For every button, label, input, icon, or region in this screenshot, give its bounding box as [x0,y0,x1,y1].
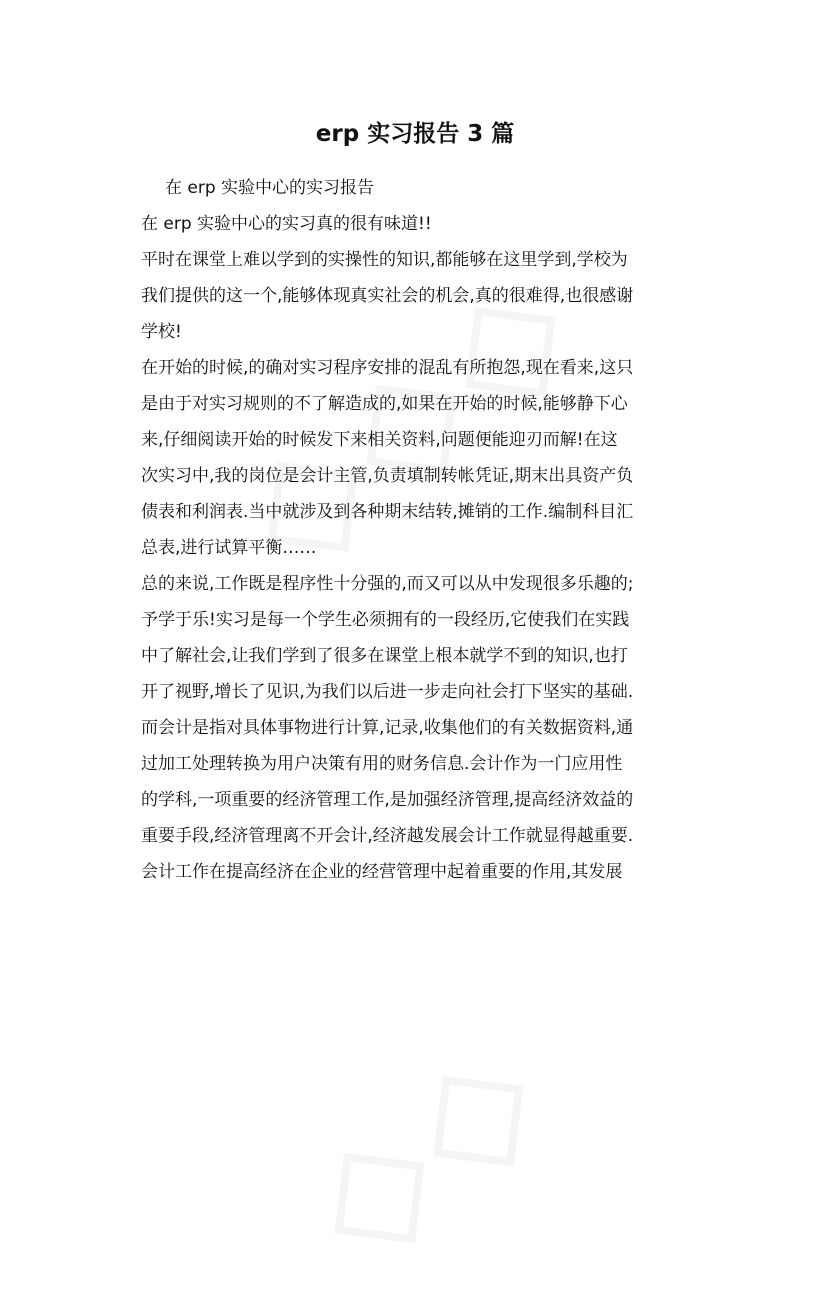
text-line: 学校! [141,322,182,342]
text-line: 的学科,一项重要的经济管理工作,是加强经济管理,提高经济效益的 [141,790,634,810]
text-line: 债表和利润表.当中就涉及到各种期末结转,摊销的工作.编制科目汇 [141,502,634,522]
text-line: 而会计是指对具体事物进行计算,记录,收集他们的有关数据资料,通 [141,718,634,738]
text-line: 在 erp 实验中心的实习真的很有味道!! [141,214,432,234]
text-line: 在开始的时候,的确对实习程序安排的混乱有所抱怨,现在看来,这只 [141,358,634,378]
text-line: 来,仔细阅读开始的时候发下来相关资料,问题便能迎刃而解!在这 [141,430,618,450]
text-line: 平时在课堂上难以学到的实操性的知识,都能够在这里学到,学校为 [141,250,628,270]
text-line: 开了视野,增长了见识,为我们以后进一步走向社会打下坚实的基础. [141,682,634,702]
text-line: 总的来说,工作既是程序性十分强的,而又可以从中发现很多乐趣的; [141,574,634,594]
text-line: 会计工作在提高经济在企业的经营管理中起着重要的作用,其发展 [141,862,623,882]
text-line: 予学于乐!实习是每一个学生必须拥有的一段经历,它使我们在实践 [141,610,630,630]
watermark [273,1001,578,1292]
text-line: 中了解社会,让我们学到了很多在课堂上根本就学不到的知识,也打 [141,646,628,666]
document-title: erp 实习报告 3 篇 [315,121,515,147]
text-line: 是由于对实习规则的不了解造成的,如果在开始的时候,能够静下心 [141,394,628,414]
text-line: 次实习中,我的岗位是会计主管,负责填制转帐凭证,期末出具资产负 [141,466,634,486]
text-line: 重要手段,经济管理离不开会计,经济越发展会计工作就显得越重要. [141,826,634,846]
section-heading: 在 erp 实验中心的实习报告 [165,178,375,198]
text-line: 过加工处理转换为用户决策有用的财务信息.会计作为一门应用性 [141,754,623,774]
document-body [141,170,711,890]
text-line: 总表,进行试算平衡…… [141,538,317,558]
text-line: 我们提供的这一个,能够体现真实社会的机会,真的很难得,也很感谢 [141,286,634,306]
